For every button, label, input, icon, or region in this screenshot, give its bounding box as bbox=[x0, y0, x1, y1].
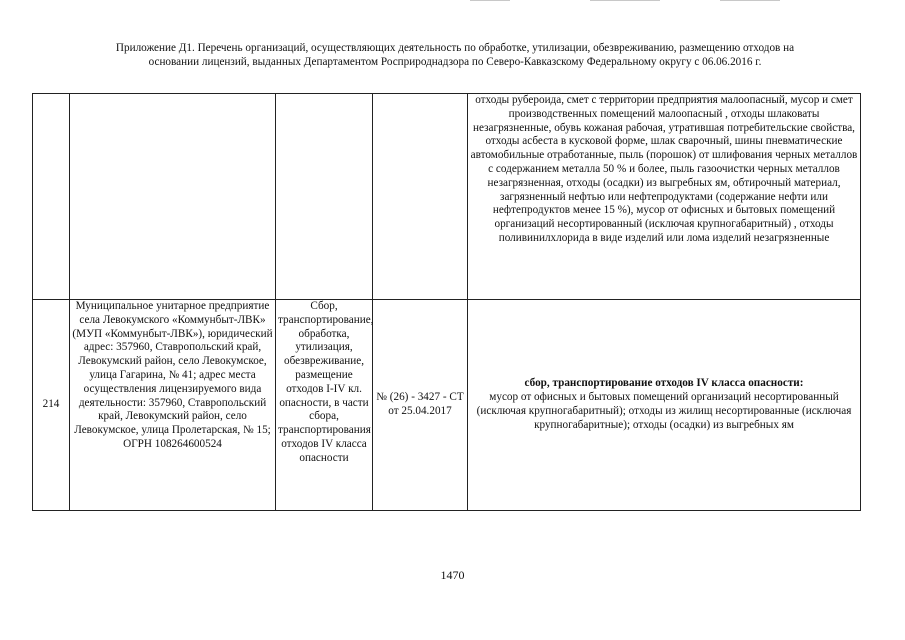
waste-list: мусор от офисных и бытовых помещений организаций несортированный (исключая крупногабаритный); отходы из жилищ несортированные (исключая крупногабаритные); отходы (осадки) из выгребных ям bbox=[476, 391, 852, 431]
table-row bbox=[33, 94, 861, 300]
organization-cell: Муниципальное унитарное предприятие села Левокумского «Коммунбыт-ЛВК» (МУП «Коммунбыт-ЛВК»), юридический адрес: 357960, Ставропольский край, Левокумский район, село Левокумское, улица Гагарина, № 41; адрес места осуществления лицензируемого вида деятельности: 357960, Ставропольский край, Левокумский район, село Левокумское, улица Пролетарская, № 15; ОГРН 108264600524 bbox=[70, 300, 276, 511]
organization-cell bbox=[70, 94, 276, 300]
scan-mark bbox=[590, 0, 660, 1]
header-line-1: Приложение Д1. Перечень организаций, осуществляющих деятельность по обработке, утилизации, обезвреживанию, размещению отходов на bbox=[115, 42, 795, 54]
row-number: 214 bbox=[33, 300, 70, 511]
activity-cell: Сбор, транспортирование, обработка, утилизация, обезвреживание, размещение отходов I-IV кл. опасности, в части сбора, транспортирования отходов IV класса опасности bbox=[276, 300, 373, 511]
waste-list: отходы рубероида, смет с территории предприятия малоопасный, мусор и смет производственных помещений малоопасный , отходы шлаковаты незагрязненные, обувь кожаная рабочая, утратившая потребительские свойства, отходы асбеста в кусковой форме, шлак сварочный, шины пневматические автомобильные отработанные, пыль (порошок) от шлифования черных металлов с содержанием металла 50 % и более, пыль газоочистки черных металлов незагрязненная, отходы (осадки) из выгребных ям, обтирочный материал, загрязненный нефтью или нефтепродуктами (содержание нефти или нефтепродуктов менее 15 %), мусор от офисных и бытовых помещений организаций несортированный (исключая крупногабаритный) , отходы поливинилхлорида в виде изделий или лома изделий незагрязненные bbox=[470, 94, 858, 244]
waste-cell bbox=[468, 94, 861, 300]
waste-cell bbox=[468, 300, 861, 511]
scan-mark bbox=[470, 0, 510, 1]
license-cell: № (26) - 3427 - СТ от 25.04.2017 bbox=[373, 300, 468, 511]
table-row bbox=[33, 300, 861, 511]
license-register-table bbox=[32, 93, 861, 511]
header-line-2: основании лицензий, выданных Департаментом Росприроднадзора по Северо-Кавказскому Федеральному округу с 06.06.2016 г. bbox=[148, 56, 762, 68]
document-header bbox=[60, 41, 850, 69]
activity-cell bbox=[276, 94, 373, 300]
waste-category: сбор, транспортирование отходов IV класса опасности: bbox=[524, 377, 804, 390]
page-number: 1470 bbox=[440, 568, 465, 582]
row-number bbox=[33, 94, 70, 300]
license-cell bbox=[373, 94, 468, 300]
scan-mark bbox=[720, 0, 780, 1]
